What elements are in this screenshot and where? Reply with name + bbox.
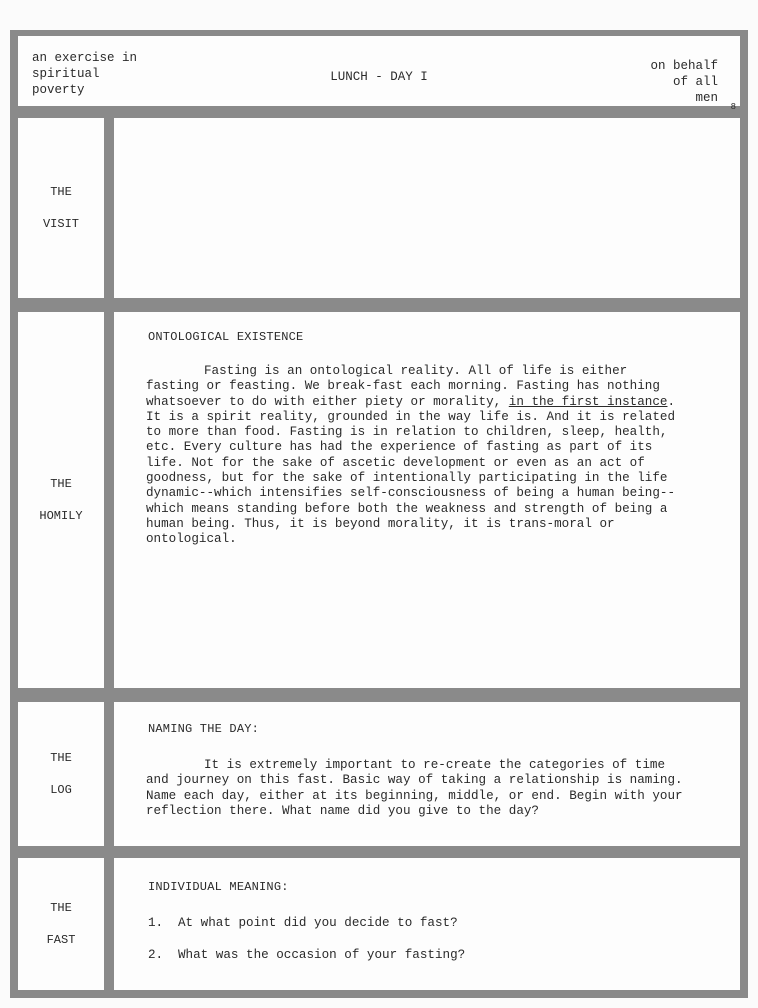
section-label-line: THE <box>50 185 72 199</box>
section-label-line: VISIT <box>42 217 79 231</box>
section-content-log <box>114 702 740 846</box>
worksheet-page <box>10 30 748 998</box>
section-label-line: THE <box>50 901 72 915</box>
log-paragraph: It is extremely important to re-create the categories of time and journey on this fast. Basic way of taking a relationship is naming. Name each day, either at its beginning, middle, or end. Begin with your reflection there. What name did you give to the day? <box>146 758 683 818</box>
section-label-line: FAST <box>46 933 76 947</box>
section-heading: NAMING THE DAY: <box>148 722 260 736</box>
header-right-text: on behalf of all men <box>650 59 718 105</box>
question-number: 1. <box>148 916 164 930</box>
question-number: 2. <box>148 948 164 962</box>
section-heading: ONTOLOGICAL EXISTENCE <box>148 330 304 344</box>
header-left-text: an exercise in spiritual poverty <box>32 51 138 97</box>
section-label-line: HOMILY <box>39 509 83 523</box>
section-label-fast <box>18 858 104 990</box>
question-item <box>148 948 465 962</box>
paragraph-text: . It is a spirit reality, grounded in the way life is. And it is related to more than food. Fasting is in relation to children, sleep, health, etc. Every culture has had the experience of fasting as part of its life. Not for the sake of ascetic development or even as an act of goodness, but for the sake of intentionally participating in the life dynamic--which intensifies self-consciousness of being a human being--which means standing before both the weakness and strength of being a human being. Thus, it is beyond morality, it is trans-moral or ontological. <box>146 394 676 547</box>
section-label-line: THE <box>50 477 72 491</box>
section-heading: INDIVIDUAL MEANING: <box>148 880 289 894</box>
section-content-fast <box>114 858 740 990</box>
header-title: LUNCH - DAY I <box>330 70 428 84</box>
section-label-visit <box>18 118 104 298</box>
question-text: At what point did you decide to fast? <box>178 916 458 930</box>
underlined-phrase: in the first instance <box>508 394 668 409</box>
homily-paragraph <box>146 364 686 548</box>
section-label-homily <box>18 312 104 688</box>
page-header <box>18 36 740 112</box>
section-content-homily <box>114 312 740 688</box>
section-label-log <box>18 702 104 846</box>
section-label-line: THE <box>50 751 72 765</box>
question-item <box>148 916 458 930</box>
section-content-visit <box>114 118 740 298</box>
section-label-line: LOG <box>50 783 72 797</box>
paragraph-text: Fasting is an ontological reality. All of life is either fasting or feasting. We break-fast each morning. Fasting has nothing whatsoever to do with either piety or morality, <box>146 364 660 409</box>
question-text: What was the occasion of your fasting? <box>178 948 466 962</box>
page-number: 8 <box>730 102 736 112</box>
